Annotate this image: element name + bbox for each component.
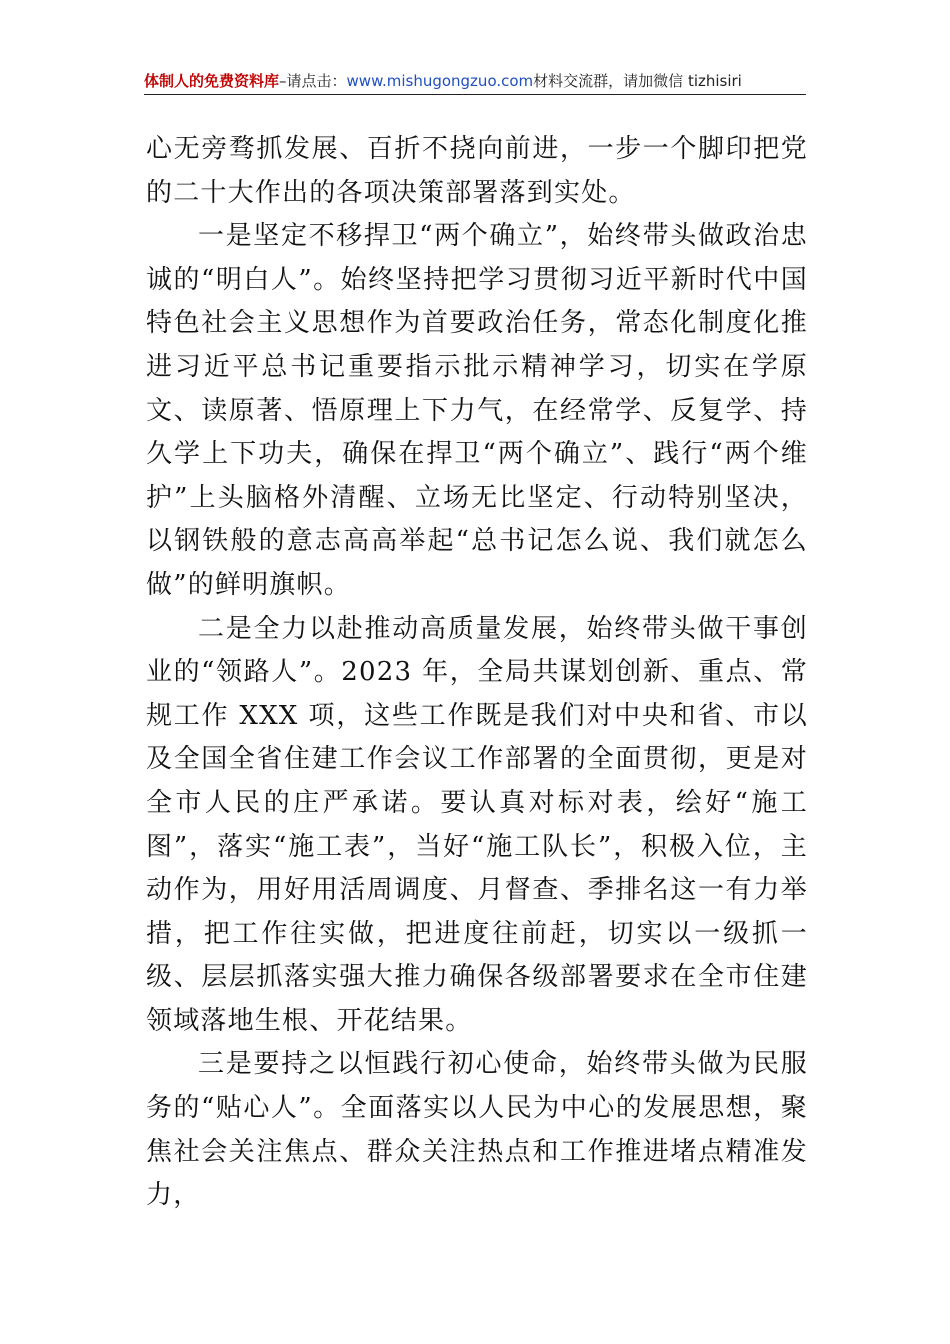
paragraph-point-three: 三是要持之以恒践行初心使命，始终带头做为民服务的“贴心人”。全面落实以人民为中心的发展思想，聚焦社会关注焦点、群众关注热点和工作推进堵点精准发力， — [146, 1049, 808, 1211]
header-link-prefix: –请点击： — [279, 72, 347, 90]
paragraph-point-two: 二是全力以赴推动高质量发展，始终带头做干事创业的“领路人”。2023 年，全局共谋划创新、重点、常规工作 XXX 项，这些工作既是我们对中央和省、市以及全国全省住建工作会议工作部署的全面贯彻，更是对全市人民的庄严承诺。要认真对标对表，绘好“施工图”，落实“施工表”，当好“施工队长”，积极入位，主动作为，用好用活周调度、月督查、季排名这一有力举措，把工作往实做，把进度往前赶，切实以一级抓一级、层层抓落实强大推力确保各级部署要求在全市住建领域落地生根、开花结果。 — [146, 613, 808, 1036]
paragraph-point-one: 一是坚定不移捍卫“两个确立”，始终带头做政治忠诚的“明白人”。始终坚持把学习贯彻习近平新时代中国特色社会主义思想作为首要政治任务，常态化制度化推进习近平总书记重要指示批示精神学习，切实在学原文、读原著、悟原理上下力气，在经常学、反复学、持久学上下功夫，确保在捍卫“两个确立”、践行“两个维护”上头脑格外清醒、立场无比坚定、行动特别坚决，以钢铁般的意志高高举起“总书记怎么说、我们就怎么做”的鲜明旗帜。 — [146, 221, 808, 600]
paragraph-continuation: 心无旁骛抓发展、百折不挠向前进，一步一个脚印把党的二十大作出的各项决策部署落到实处。 — [146, 134, 808, 208]
header-contact: 材料交流群，请加微信 tizhisiri — [533, 72, 742, 90]
document-body — [146, 128, 808, 1218]
page-header — [144, 68, 806, 95]
header-brand: 体制人的免费资料库 — [144, 72, 280, 90]
header-url-link[interactable]: www.mishugongzuo.com — [346, 72, 534, 90]
